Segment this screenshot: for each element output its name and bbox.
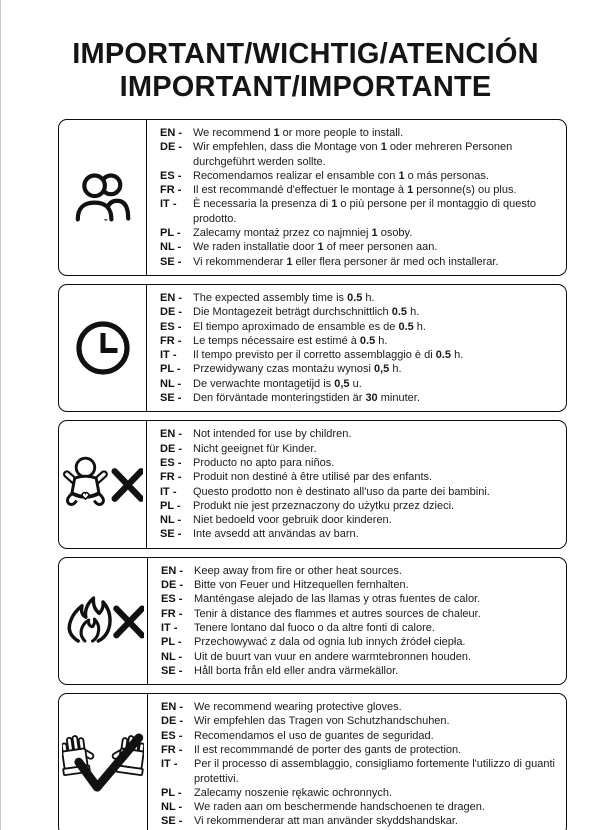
- instruction-text: Tenir à distance des flammes et autres sources de chaleur.: [194, 607, 481, 620]
- language-code: SE -: [160, 255, 182, 268]
- language-code: IT -: [160, 198, 177, 211]
- language-code: EN -: [160, 428, 182, 441]
- instruction-line: [161, 621, 558, 635]
- instruction-line: [161, 700, 558, 714]
- instruction-line: [160, 442, 558, 456]
- instruction-text: Przewidywany czas montażu wynosi 0,5 h.: [193, 363, 402, 376]
- instruction-text: The expected assembly time is 0.5 h.: [193, 291, 375, 304]
- instruction-text: Not intended for use by children.: [193, 428, 352, 441]
- language-code: DE -: [160, 442, 182, 455]
- instruction-line: [160, 197, 558, 226]
- two-people-icon: [75, 171, 131, 223]
- instruction-text-column: [147, 421, 566, 547]
- instruction-text: Il est recommmandé de porter des gants de protection.: [194, 743, 462, 756]
- instruction-text: Den förväntade monteringstiden är 30 minuter.: [193, 392, 420, 405]
- instruction-text: Produit non destiné à être utilisé par des enfants.: [193, 471, 433, 484]
- language-code: DE -: [160, 306, 182, 319]
- instruction-line: [160, 255, 558, 269]
- instruction-text-column: [148, 694, 566, 830]
- instruction-line: [161, 607, 558, 621]
- instruction-section-not-for-children: [58, 420, 567, 548]
- instruction-text: Uit de buurt van vuur en andere warmtebronnen houden.: [194, 650, 472, 663]
- page-title: [1, 0, 610, 104]
- instruction-line: [161, 564, 558, 578]
- instruction-text: Questo prodotto non è destinato all'uso da parte dei bambini.: [193, 485, 490, 498]
- instruction-line: [161, 650, 558, 664]
- language-code: IT -: [161, 621, 178, 634]
- instruction-line: [161, 592, 558, 606]
- instruction-line: [161, 578, 558, 592]
- instruction-text: Wir empfehlen das Tragen von Schutzhandschuhen.: [194, 715, 450, 728]
- instruction-section-keep-from-fire: [58, 557, 567, 685]
- instruction-line: [161, 743, 558, 757]
- instruction-line: [161, 635, 558, 649]
- instruction-text: Wir empfehlen, dass die Montage von 1 oder mehreren Personen durchgeführt werden sollte.: [193, 141, 513, 168]
- instruction-text: We raden aan om beschermende handschoenen te dragen.: [194, 801, 485, 814]
- instruction-text: Vi rekommenderar att man använder skyddshandskar.: [194, 815, 458, 828]
- language-code: SE -: [160, 392, 182, 405]
- language-code: DE -: [161, 715, 183, 728]
- language-code: NL -: [160, 514, 182, 527]
- instruction-line: [161, 800, 558, 814]
- language-code: PL -: [160, 363, 181, 376]
- language-code: NL -: [161, 650, 183, 663]
- language-code: SE -: [161, 815, 183, 828]
- instruction-line: [161, 729, 558, 743]
- language-code: SE -: [161, 664, 183, 677]
- instruction-text: Tenere lontano dal fuoco o da altre fonti di calore.: [194, 621, 435, 634]
- instruction-text: Inte avsedd att användas av barn.: [193, 528, 359, 541]
- language-code: ES -: [160, 169, 182, 182]
- instruction-text: We recommend 1 or more people to install.: [193, 127, 404, 139]
- language-code: EN -: [160, 291, 182, 304]
- instruction-line: [160, 427, 558, 441]
- language-code: NL -: [160, 377, 182, 390]
- instruction-section-people-to-install: [58, 119, 567, 276]
- clock-icon-cell: [59, 285, 147, 411]
- instruction-line: [160, 377, 558, 391]
- instruction-line: [160, 305, 558, 319]
- instruction-text: Produkt nie jest przeznaczony do użytku przez dzieci.: [193, 499, 455, 512]
- instruction-line: [160, 513, 558, 527]
- instruction-text-column: [147, 285, 566, 411]
- instruction-line: [160, 240, 558, 254]
- instruction-line: [160, 485, 558, 499]
- instruction-line: [160, 140, 558, 169]
- clock-icon: [75, 320, 131, 376]
- language-code: EN -: [161, 701, 183, 714]
- instruction-text: Recomendamos realizar el ensamble con 1 o más personas.: [193, 169, 489, 182]
- language-code: IT -: [160, 349, 177, 362]
- instruction-text-column: [148, 558, 566, 684]
- instruction-text: È necessaria la presenza di 1 o più persone per il montaggio di questo prodotto.: [193, 198, 537, 225]
- language-code: NL -: [160, 241, 182, 254]
- language-code: IT -: [160, 485, 177, 498]
- language-code: ES -: [160, 456, 182, 469]
- instruction-text: Producto no apto para niños.: [193, 456, 335, 469]
- language-code: FR -: [161, 743, 183, 756]
- language-code: ES -: [161, 593, 183, 606]
- gloves-check-icon: [62, 733, 144, 795]
- instruction-text: Recomendamos el uso de guantes de seguridad.: [194, 729, 434, 742]
- language-code: DE -: [160, 141, 182, 154]
- instruction-text: El tiempo aproximado de ensamble es de 0.5 h.: [193, 320, 426, 333]
- language-code: IT -: [161, 758, 178, 771]
- instruction-line: [161, 664, 558, 678]
- instruction-text: Die Montagezeit beträgt durchschnittlich 0.5 h.: [193, 306, 420, 319]
- instruction-line: [160, 291, 558, 305]
- instruction-line: [160, 334, 558, 348]
- instruction-text: Bitte von Feuer und Hitzequellen fernhalten.: [194, 579, 409, 592]
- instruction-line: [161, 814, 558, 828]
- language-code: FR -: [160, 334, 182, 347]
- instruction-line: [160, 126, 558, 140]
- instruction-section-protective-gloves: [58, 693, 567, 830]
- language-code: FR -: [160, 471, 182, 484]
- instruction-text: Niet bedoeld voor gebruik door kinderen.: [193, 514, 392, 527]
- instruction-sections: [58, 119, 567, 830]
- language-code: FR -: [161, 607, 183, 620]
- instruction-text: We raden installatie door 1 of meer personen aan.: [193, 241, 438, 254]
- language-code: ES -: [161, 729, 183, 742]
- instruction-text: Zalecamy noszenie rękawic ochronnych.: [194, 786, 393, 799]
- instruction-line: [161, 757, 558, 786]
- instruction-section-assembly-time: [58, 284, 567, 412]
- instruction-text: Przechowywać z dala od ognia lub innych źródeł ciepła.: [194, 636, 466, 649]
- language-code: NL -: [161, 801, 183, 814]
- instruction-text: Nicht geeignet für Kinder.: [193, 442, 317, 455]
- page-title-line1: IMPORTANT/WICHTIG/ATENCIÓN: [72, 38, 539, 70]
- instruction-line: [160, 362, 558, 376]
- no-fire-icon-cell: [59, 558, 148, 684]
- language-code: DE -: [161, 579, 183, 592]
- instruction-line: [161, 786, 558, 800]
- instruction-text: De verwachte montagetijd is 0,5 u.: [193, 377, 362, 390]
- instruction-text: Le temps nécessaire est estimé à 0.5 h.: [193, 334, 388, 347]
- instruction-text: Vi rekommenderar 1 eller flera personer är med och installerar.: [193, 255, 499, 268]
- instruction-line: [160, 320, 558, 334]
- instruction-line: [160, 169, 558, 183]
- instruction-line: [160, 470, 558, 484]
- language-code: ES -: [160, 320, 182, 333]
- instruction-text: Manténgase alejado de las llamas y otras fuentes de calor.: [194, 593, 481, 606]
- page-title-line2: IMPORTANT/IMPORTANTE: [119, 71, 492, 103]
- language-code: EN -: [160, 127, 182, 139]
- instruction-line: [160, 226, 558, 240]
- instruction-line: [160, 456, 558, 470]
- instruction-text: Håll borta från eld eller andra värmekällor.: [194, 664, 399, 677]
- instruction-line: [160, 499, 558, 513]
- instruction-text-column: [147, 120, 566, 275]
- language-code: SE -: [160, 528, 182, 541]
- language-code: PL -: [160, 499, 181, 512]
- no-children-icon: [63, 456, 143, 514]
- instruction-text: We recommend wearing protective gloves.: [194, 701, 402, 714]
- instruction-text: Zalecamy montaż przez co najmniej 1 osoby.: [193, 227, 413, 240]
- gloves-check-icon-cell: [59, 694, 148, 830]
- instruction-text: Keep away from fire or other heat sources.: [194, 564, 402, 577]
- instruction-line: [161, 714, 558, 728]
- no-children-icon-cell: [59, 421, 147, 547]
- language-code: PL -: [160, 227, 181, 240]
- instruction-text: Il tempo previsto per il corretto assemblaggio è di 0.5 h.: [193, 349, 464, 362]
- instruction-line: [160, 348, 558, 362]
- language-code: EN -: [161, 564, 183, 577]
- language-code: PL -: [161, 636, 182, 649]
- two-people-icon-cell: [59, 120, 147, 275]
- language-code: PL -: [161, 786, 182, 799]
- instruction-line: [160, 391, 558, 405]
- instruction-text: Per il processo di assemblaggio, consigliamo fortemente l'utilizzo di guanti protettivi.: [194, 758, 556, 785]
- instruction-text: Il est recommandé d'effectuer le montage à 1 personne(s) ou plus.: [193, 184, 517, 197]
- language-code: FR -: [160, 184, 182, 197]
- instruction-line: [160, 183, 558, 197]
- instruction-line: [160, 527, 558, 541]
- no-fire-icon: [62, 593, 144, 649]
